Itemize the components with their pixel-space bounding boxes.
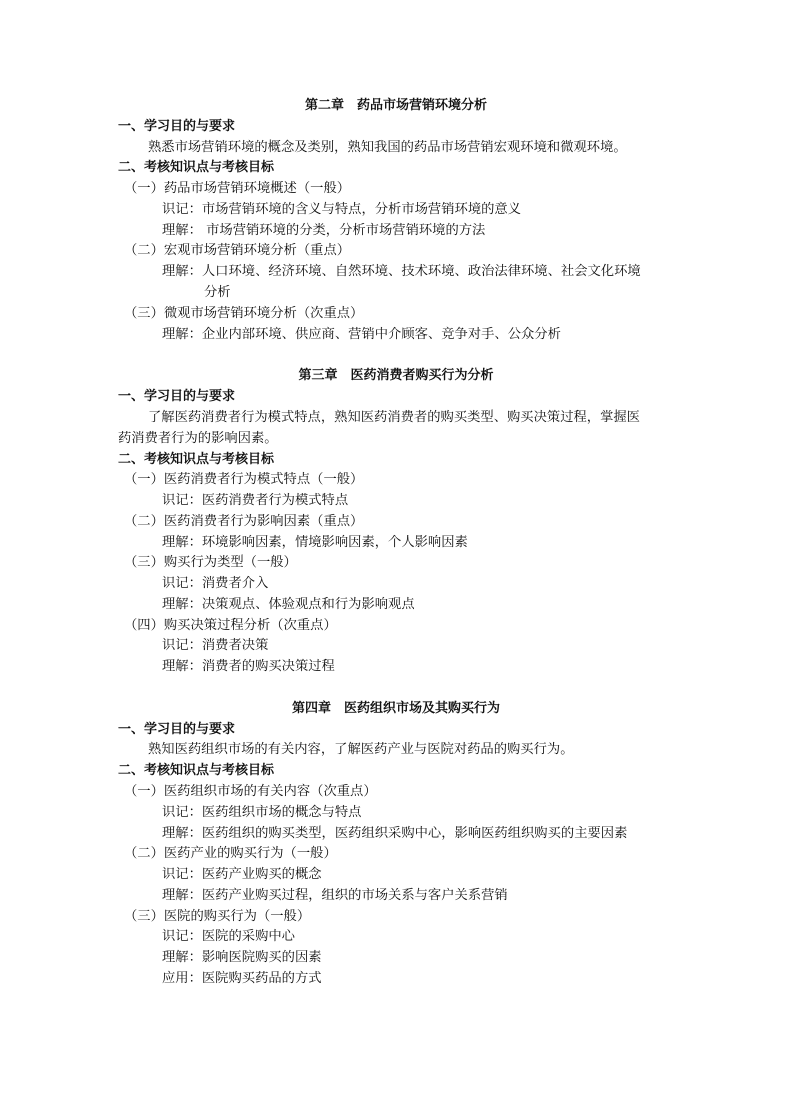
chapter-2-section-3: （三）微观市场营销环境分析（次重点） [124,306,364,321]
chapter-2-title: 第二章 药品市场营销环境分析 [304,98,487,113]
chapter-3-section-4: （四）购买决策过程分析（次重点） [124,618,337,633]
chapter-2-section-1-item: 理解： 市场营销环境的分类，分析市场营销环境的方法 [162,223,486,238]
chapter-3-intro-cont: 药消费者行为的影响因素。 [118,431,278,446]
chapter-2-section-1: （一）药品市场营销环境概述（一般） [124,181,351,196]
chapter-3-section-2-item: 理解：环境影响因素，情境影响因素，个人影响因素 [162,535,468,550]
chapter-4-section-1-item: 识记：医药组织市场的概念与特点 [162,805,362,820]
chapter-3-section-3-item: 理解：决策观点、体验观点和行为影响观点 [162,597,415,612]
chapter-3-section-4-item: 识记：消费者决策 [162,638,269,653]
chapter-2-section-3-item: 理解：企业内部环境、供应商、营销中介顾客、竞争对手、公众分析 [162,327,561,342]
chapter-3-section-2: （二）医药消费者行为影响因素（重点） [124,514,364,529]
chapter-2-section-1-item: 识记：市场营销环境的含义与特点，分析市场营销环境的意义 [162,202,522,217]
chapter-3-heading-goals: 一、学习目的与要求 [118,389,236,404]
chapter-4-heading-goals: 一、学习目的与要求 [118,722,236,737]
chapter-2-heading-knowledge: 二、考核知识点与考核目标 [118,160,275,175]
chapter-4-section-2: （二）医药产业的购买行为（一般） [124,846,337,861]
chapter-4-section-2-item: 识记：医药产业购买的概念 [162,867,322,882]
chapter-2-intro: 熟悉市场营销环境的概念及类别，熟知我国的药品市场营销宏观环境和微观环境。 [148,140,627,155]
chapter-3-intro: 了解医药消费者行为模式特点，熟知医药消费者的购买类型、购买决策过程，掌握医 [148,410,640,425]
chapter-4-heading-knowledge: 二、考核知识点与考核目标 [118,763,275,778]
chapter-2-section-2: （二）宏观市场营销环境分析（重点） [124,243,351,258]
chapter-4-section-3-item: 理解：影响医院购买的因素 [162,950,322,965]
chapter-3-section-1: （一）医药消费者行为模式特点（一般） [124,472,364,487]
chapter-2-heading-goals: 一、学习目的与要求 [118,119,236,134]
chapter-2-section-2-item: 理解：人口环境、经济环境、自然环境、技术环境、政治法律环境、社会文化环境 [162,264,641,279]
chapter-4-section-1: （一）医药组织市场的有关内容（次重点） [124,784,377,799]
chapter-4-section-2-item: 理解：医药产业购买过程，组织的市场关系与客户关系营销 [162,888,508,903]
chapter-4-intro: 熟知医药组织市场的有关内容，了解医药产业与医院对药品的购买行为。 [148,742,574,757]
chapter-4-section-1-item: 理解：医药组织的购买类型，医药组织采购中心，影响医药组织购买的主要因素 [162,826,628,841]
chapter-3-section-1-item: 识记：医药消费者行为模式特点 [162,493,349,508]
chapter-3-section-4-item: 理解：消费者的购买决策过程 [162,659,335,674]
chapter-4-title: 第四章 医药组织市场及其购买行为 [291,701,500,716]
chapter-3-heading-knowledge: 二、考核知识点与考核目标 [118,452,275,467]
chapter-3-section-3: （三）购买行为类型（一般） [124,555,297,570]
chapter-4-section-3-item: 应用：医院购买药品的方式 [162,971,322,986]
chapter-4-section-3-item: 识记：医院的采购中心 [162,929,295,944]
chapter-3-section-3-item: 识记：消费者介入 [162,576,269,591]
chapter-3-title: 第三章 医药消费者购买行为分析 [298,368,494,383]
chapter-4-section-3: （三）医院的购买行为（一般） [124,909,311,924]
chapter-2-section-2-item-cont: 分析 [204,285,231,300]
